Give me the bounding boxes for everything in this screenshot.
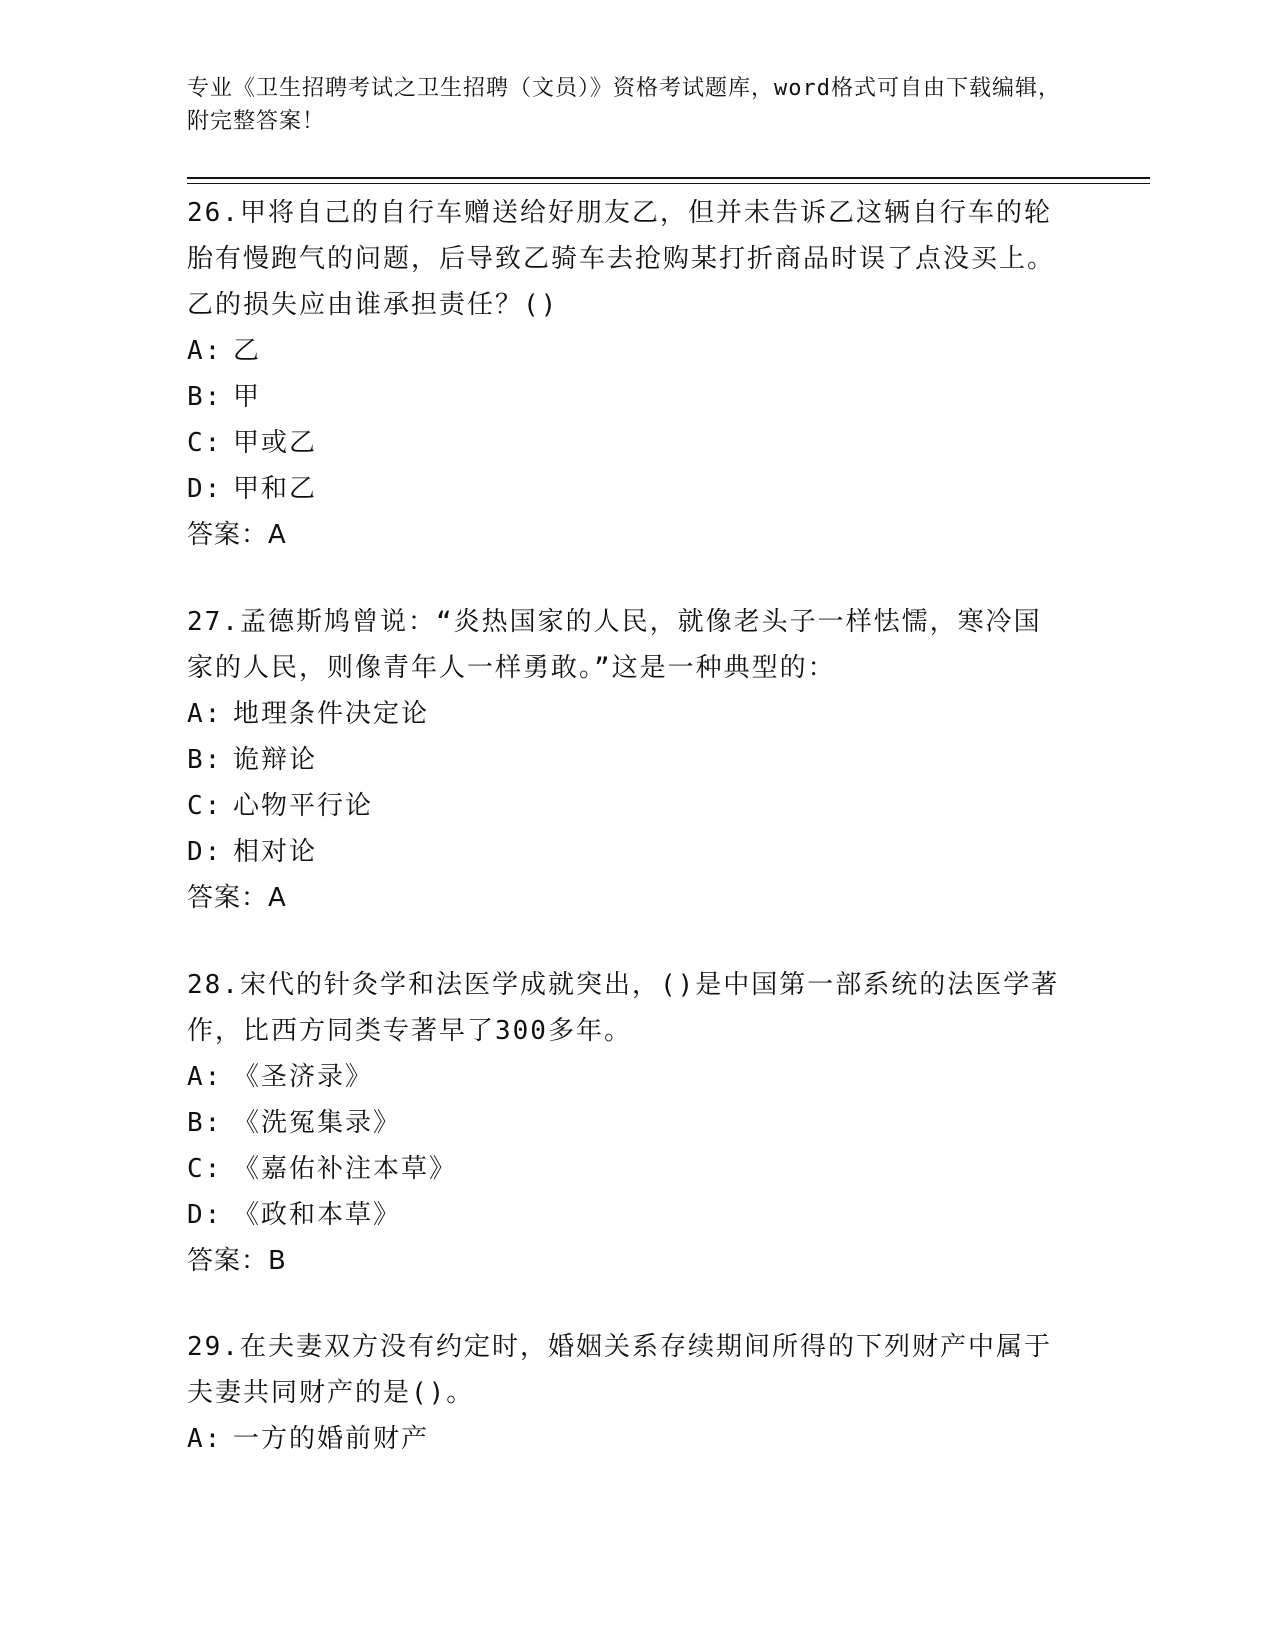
option-text: 相对论 (233, 837, 318, 867)
option-text: 甲 (233, 382, 262, 412)
option-key: B: (187, 745, 223, 775)
option-d (187, 1192, 1067, 1238)
option-a (187, 328, 1067, 374)
option-key: D: (187, 837, 223, 867)
option-text: 诡辩论 (233, 745, 318, 775)
option-key: A: (187, 1062, 223, 1092)
option-a (187, 1416, 1067, 1462)
option-a (187, 691, 1067, 737)
option-b (187, 737, 1067, 783)
option-text: 甲和乙 (233, 474, 318, 504)
question-stem: 27.孟德斯鸠曾说：“炎热国家的人民，就像老头子一样怯懦，寒冷国家的人民，则像青年人一样勇敢。”这是一种典型的： (187, 607, 1042, 683)
answer-line: 答案：A (187, 883, 287, 913)
option-key: D: (187, 474, 223, 504)
option-text: 《圣济录》 (233, 1062, 374, 1092)
document-header (187, 72, 1067, 138)
option-key: B: (187, 1108, 223, 1138)
question-27 (187, 599, 1067, 921)
option-key: A: (187, 336, 223, 366)
option-b (187, 1100, 1067, 1146)
option-text: 一方的婚前财产 (233, 1424, 430, 1454)
question-26 (187, 190, 1067, 558)
question-stem: 26.甲将自己的自行车赠送给好朋友乙，但并未告诉乙这辆自行车的轮胎有慢跑气的问题，后导致乙骑车去抢购某打折商品时误了点没买上。乙的损失应由谁承担责任？() (187, 198, 1056, 320)
option-text: 心物平行论 (233, 791, 374, 821)
question-stem: 28.宋代的针灸学和法医学成就突出，()是中国第一部系统的法医学著作，比西方同类专著早了300多年。 (187, 970, 1060, 1046)
header-divider-thick (187, 177, 1150, 179)
question-28 (187, 962, 1067, 1284)
answer-line: 答案：A (187, 520, 287, 550)
option-key: B: (187, 382, 223, 412)
header-text: 专业《卫生招聘考试之卫生招聘（文员）》资格考试题库，word格式可自由下载编辑，附完整答案！ (187, 76, 1061, 134)
question-stem: 29.在夫妻双方没有约定时，婚姻关系存续期间所得的下列财产中属于夫妻共同财产的是()。 (187, 1332, 1052, 1408)
option-key: C: (187, 1154, 223, 1184)
option-a (187, 1054, 1067, 1100)
option-key: A: (187, 699, 223, 729)
option-c (187, 1146, 1067, 1192)
header-divider-thin (187, 183, 1150, 184)
question-29 (187, 1324, 1067, 1462)
option-text: 《洗冤集录》 (233, 1108, 402, 1138)
option-key: C: (187, 791, 223, 821)
option-key: C: (187, 428, 223, 458)
option-d (187, 829, 1067, 875)
option-text: 《嘉佑补注本草》 (233, 1154, 458, 1184)
option-text: 地理条件决定论 (233, 699, 430, 729)
option-c (187, 783, 1067, 829)
option-text: 乙 (233, 336, 262, 366)
option-key: A: (187, 1424, 223, 1454)
answer-line: 答案：B (187, 1246, 287, 1276)
option-text: 甲或乙 (233, 428, 318, 458)
option-key: D: (187, 1200, 223, 1230)
option-text: 《政和本草》 (233, 1200, 402, 1230)
option-d (187, 466, 1067, 512)
option-c (187, 420, 1067, 466)
option-b (187, 374, 1067, 420)
